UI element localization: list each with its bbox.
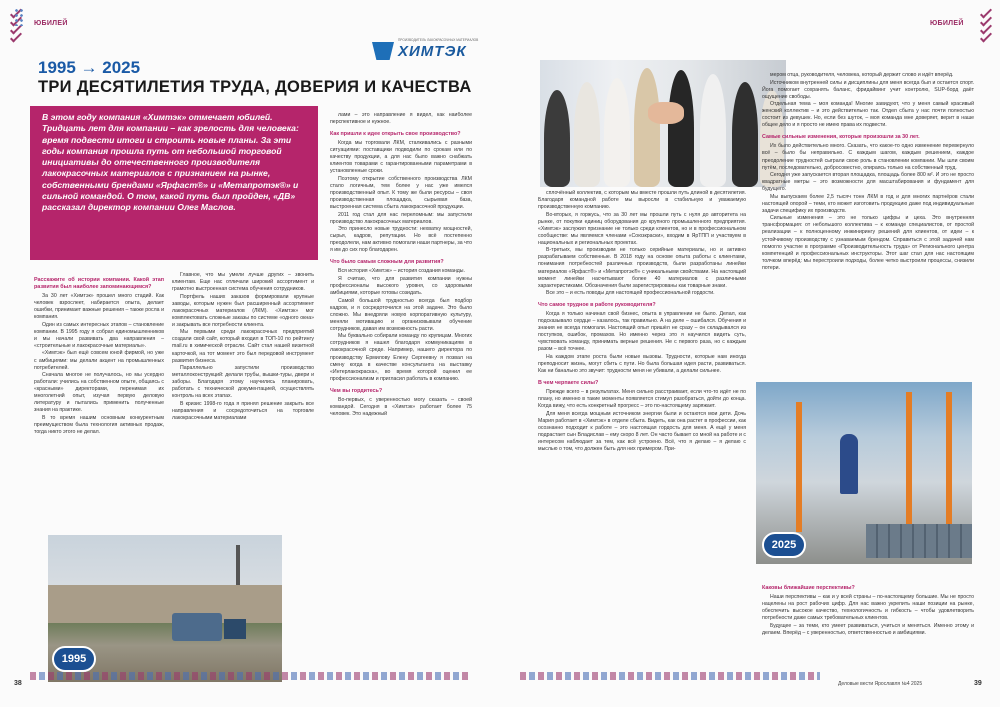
paragraph: Во-вторых, я горжусь, что за 30 лет мы прошли путь с нуля до авторитета на рынке, от покупки единиц оборудования до крупного промышленного предприятия. «Химтэк» заслужил признание не только среди клиентов, но и в профессиональном сообществе: мы являемся членами «Союзкраски», входим в ЯрТПП и участвуем в национальных и региональных проектах. (538, 211, 746, 246)
decorative-ornament (976, 10, 996, 42)
question-heading: Расскажите об истории компании. Какой этап развития был наиболее запоминающимся? (34, 277, 164, 291)
paragraph: Все это – и есть поводы для настоящей профессиональной гордости. (546, 290, 715, 297)
paragraph: Мы первыми среди лакокрасочных предприятий создали свой сайт, который входил в ТОП-10 по рейтингу mail.ru в химической отрасли. Сайт стал нашей визитной карточкой, на тот момент это был передовой инструмент развития бизнеса. (172, 329, 314, 364)
question-heading: Чем вы гордитесь? (330, 387, 383, 394)
paragraph: В-третьих, мы производим не только серийные материалы, но и активно разрабатываем собственные. В 2018 году на основе опыта работы с клиентами, понимания потребностей различных производств, были разработаны линейки материалов «Ярфаст®» и «Метапротэк®» с уникальными свойствами. На настоящий момент линейки насчитывают более 40 материалов с различными характеристиками. Обозначения были зарегистрированы как товарные знаки. (538, 247, 746, 289)
photo-team-hands (540, 60, 786, 187)
paragraph: Поэтому открытие собственного производства ЛКМ стало логичным, тем более у нас уже имелся производственный опыт. К тому же были ресурсы – своя производственная площадка, сырьевая база, выстроенная система сбыта лакокрасочной продукции. (330, 175, 472, 211)
year-badge-2025: 2025 (762, 532, 806, 558)
article-column-3 (330, 112, 472, 672)
paragraph: Источником внутренней силы и дисциплины для меня всегда был и остается спорт. Йога помогает сохранять баланс, фридайвинг учит контролю, SUP-борд даёт ощущение свободы. (762, 79, 974, 100)
paragraph: В то время нашим основным конкурентным преимуществом была технология активных продаж, тогда никто этого не делал. (34, 414, 164, 435)
paragraph: В кризис 1998-го года я принял решение закрыть все направления и сосредоточиться на торговле лакокрасочными материалами (172, 400, 314, 421)
paragraph: Наши перспективы – как и у всей страны – по-настоящему большие. Мы не просто нацелены на рост рабочих цифр. Для нас важно укрепить наши позиции на рынке, обеспечить высокое качество, технологичность и гибкость – чтобы удовлетворить потребности даже самых требовательных клиентов. (762, 594, 974, 622)
section-label: ЮБИЛЕЙ (34, 20, 68, 27)
question-heading: В чем черпаете силы? (538, 380, 599, 387)
company-logo (372, 40, 496, 62)
paragraph: «Химтэк» был ещё совсем юной фирмой, но уже с амбициями: мы делали акцент на промышленных потребителей. (34, 350, 164, 371)
paragraph: Вся история «Химтэк» – история создания команды. (338, 268, 465, 275)
lead-box (30, 106, 318, 260)
article-column-6 (762, 580, 974, 672)
paragraph: Для меня всегда мощным источником энергии были и остаются мои дети. Дочь Мария работает в «Химтэк» в отделе сбыта. Видеть, как она растет в профессии, как осознанно подходит к работе – это настоящая гордость для меня. А ещё у меня подрастает сын Владислав – ему скоро 8 лет. Он часто бывает со мной на работе и с интересом наблюдает за тем, как всё устроено. Всё, что я делаю – я делаю с мыслью о том, что должен быть для них примером. При- (538, 410, 746, 453)
paragraph: лами – это направление я видел, как наиболее перспективное и нужное. (330, 112, 472, 126)
paragraph: Сильные изменения – это не только цифры и цеха. Это внутренняя трансформация: от небольшого коллектива – к команде специалистов, от простой реализации – к полноценному инжинирингу решений для клиентов, от идеи – к устойчивому производству с узнаваемым брендом. Справиться с этой задачей нам помогло участие в программе «Производительность труда» от Регионального центра компетенций и профессиональных инструкторы. Этот шаг стал для нас настоящим толчком вперёд: мы перестроили подходы, более четко выстроили процессы, снизили потери. (762, 215, 974, 271)
right-page (500, 0, 1000, 707)
paragraph: Параллельно запустили производство металлоконструкций: делали трубы, вышки-туры, двери и заборы. Благодаря этому научились планировать, работать с технической документацией, осуществлять контроль на всех этапах. (172, 365, 314, 400)
paragraph: Я считаю, что для развития компании нужны профессионалы высокого уровня, со здоровыми амбициями, которые готовы созидать. (330, 275, 472, 297)
footer-ornament (30, 672, 470, 680)
paragraph: На каждом этапе роста были новые вызовы. Трудности, которые нам иногда преподносит жизнь, могут сбить с пути. Но была большая идея расти, развиваться. Как ни банально это звучит: трудности меня не убивали, а делали сильнее. (538, 354, 746, 375)
dots-ornament (14, 8, 24, 26)
paragraph: 2011 год стал для нас переломным: мы запустили производство лакокрасочных материалов. (330, 211, 472, 225)
lead-text: В этом году компания «Химтэк» отмечает юбилей. Тридцать лет для компании – как зрелость для человека: время подвести итоги и строить новые планы. За эти годы компания прошла путь от небольшой торговой инициативы до отечественного производителя лакокрасочных материалов с признанием на рынке, собственными брендами «Ярфаст®» и «Метапротэк®» и сильной командой. О том, какой путь был пройден, «ДВ» рассказал директор компании Олег Маслов. (42, 112, 299, 213)
paragraph: сплочённый коллектив, с которым мы вместе прошли путь длиной в десятилетия. Благодаря командной работе мы выросли в стабильную и уважаемую производственную компанию. (538, 190, 746, 211)
paragraph: Их было действительно много. Сказать, что какое-то одно изменение перевернуло всё – было бы неправильно. С каждым шагом, каждым решением, каждое преодоление трудностей сыграли свою роль в становлении компании. Мы шли своим путём, последовательно, добросовестно, опираясь только на собственный труд. (762, 143, 974, 171)
paragraph: Прежде всего – в результатах. Меня сильно расстраивает, если что-то идёт не по плану, но именно в такие моменты появляется стимул разобраться, дойти до конца. Когда вижу, что есть конкретный прогресс – это по-настоящему заряжает. (538, 389, 746, 410)
question-heading: Как пришли к идее открыть свое производство? (330, 131, 461, 138)
paragraph: Мы буквально собирали команду по крупицам. Многих сотрудников я нашел благодаря коммуникациям в лакокрасочной среде. Например, нашего директора по производству Ермилову Елену Сергеевну я позвал на смену когда в качестве консультанта на выставку «Интерлакокраска», во время которой оценил ее профессионализм и пригласил работать в компанию. (330, 333, 472, 382)
paragraph: мером отца, руководителя, человека, который держит слово и идёт вперёд. (770, 72, 954, 78)
headline-years: 1995 → 2025 (38, 58, 141, 77)
page-number: 38 (14, 680, 22, 687)
question-heading: Что было самым сложным для развития? (330, 259, 444, 266)
paragraph: Сегодня уже запускается вторая площадка, площадь более 800 м². И это не просто квадратные метры – это возможности для масштабирования и фундамент для будущего. (762, 172, 974, 193)
paragraph: Когда мы торговали ЛКМ, сталкивались с разными ситуациями: поставщики подводили по срокам или по качеству продукции, а для нас было важно снабжать клиентов товарами с гарантированными параметрами в установленные сроки. (330, 140, 472, 175)
article-column-5 (762, 72, 974, 378)
paragraph: Отдельная тема – моя команда! Многие завидуют, что у меня самый красивый женский коллектив – и это действительно так. Отдел сбыта у нас почти полностью состоит из девушек. Но, если без шуток, – моя команда мне доверяет, верит в наше общее дело и я просто не имею права их подвести. (762, 101, 974, 129)
paragraph: Это принесло новые трудности: нехватку мощностей, сырья, кадров, репутации. Но всё постепенно преодолели, нам активно помогали наши партнеры, за что я им до сих пор благодарен. (330, 226, 472, 254)
paragraph: Портфель наших заказов формировали крупные заводы, которым нужен был расширенный ассортимент лакокрасочных материалов (ЛКМ). «Химтэк» мог комплектовать сложные заказы по системе «одного окна» и закрывать все потребности клиента. (172, 293, 314, 328)
logo-tagline: ПРОИЗВОДИТЕЛЬ ЛАКОКРАСОЧНЫХ МАТЕРИАЛОВ (398, 38, 479, 42)
section-label: ЮБИЛЕЙ (930, 20, 964, 27)
paragraph: Будущее – за теми, кто умеет развиваться, учиться и меняться. Именно этому и делаем. Вперёд – с уверенностью, ответственностью и амбициями. (762, 622, 974, 636)
article-column-4 (538, 190, 746, 660)
footer-ornament (520, 672, 820, 680)
paragraph: Сначала многое не получалось, но мы усердно работали: учились на собственном опыте, общаясь с «красными» директорами, перенимая их многолетний опыт, изучая первую деловую литературу и пытались применить полученные знания на практике. (34, 372, 164, 414)
page-number: 39 (974, 680, 982, 687)
question-heading: Самые сильные изменения, которые произошли за 30 лет. (762, 134, 920, 141)
paragraph: За 30 лет «Химтэк» прошел много стадий. Как человек взрослеет, набирается опыта, делает ошибки, принимает важные решения – также росла и компания. (34, 293, 164, 321)
paragraph: Самой большой трудностью всегда был подбор кадров, и я сосредоточился на этой задаче. Это было сложно. Мы внедряли новую корпоративную культуру, меняли мотивацию и организовывали обучение сотрудников, давая им возможность расти. (330, 297, 472, 332)
paragraph: Мы выпускаем более 2,5 тысяч тонн ЛКМ в год и для многих партнёров стали настоящей опорой – теми, кто может изготовить продукцию даже под индивидуальные задачи специфику их производств. (762, 193, 974, 214)
paragraph: Во-первых, с уверенностью могу сказать – своей командой. Сегодня в «Химтэк» работает более 75 человек. Это надежный (330, 396, 472, 417)
article-column-1 (34, 272, 164, 528)
question-heading: Каковы ближайшие перспективы? (762, 585, 855, 591)
logo-name: ХИМТЭК (398, 42, 467, 60)
logo-mark-icon (372, 42, 394, 60)
paragraph: Главное, что мы умели лучше других – звонить клиентам. Еще нас отличали широкий ассортимент и грамотно выстроенная система обучения сотрудников. (172, 272, 314, 293)
article-column-2 (172, 272, 314, 528)
question-heading: Что самое трудное в работе руководителя? (538, 302, 656, 309)
paragraph: Один из самых интересных этапов – становление компании. В 1995 году я собрал единомышленников и мы начали развивать два направления – «строительные и лакокрасочные материалы». (34, 321, 164, 349)
year-badge-1995: 1995 (52, 646, 96, 672)
page-title: ТРИ ДЕСЯТИЛЕТИЯ ТРУДА, ДОВЕРИЯ И КАЧЕСТВА (38, 78, 472, 96)
paragraph: Когда я только начинал свой бизнес, опыта в управлении не было. Делал, как подсказывало сердце – казалось, так правильно. А на деле – ошибался. Обучения и знания не всегда помогали. Настоящий опыт пришёл не сразу – он складывался из поступков, ошибок, промахов. Но именно через это я научился видеть суть, чувствовать команду, принимать верные решения. Не с первого раза, но с каждым разом – всё точнее. (538, 311, 746, 353)
publication-name: Деловые вести Ярославля №4 2025 (838, 681, 923, 687)
